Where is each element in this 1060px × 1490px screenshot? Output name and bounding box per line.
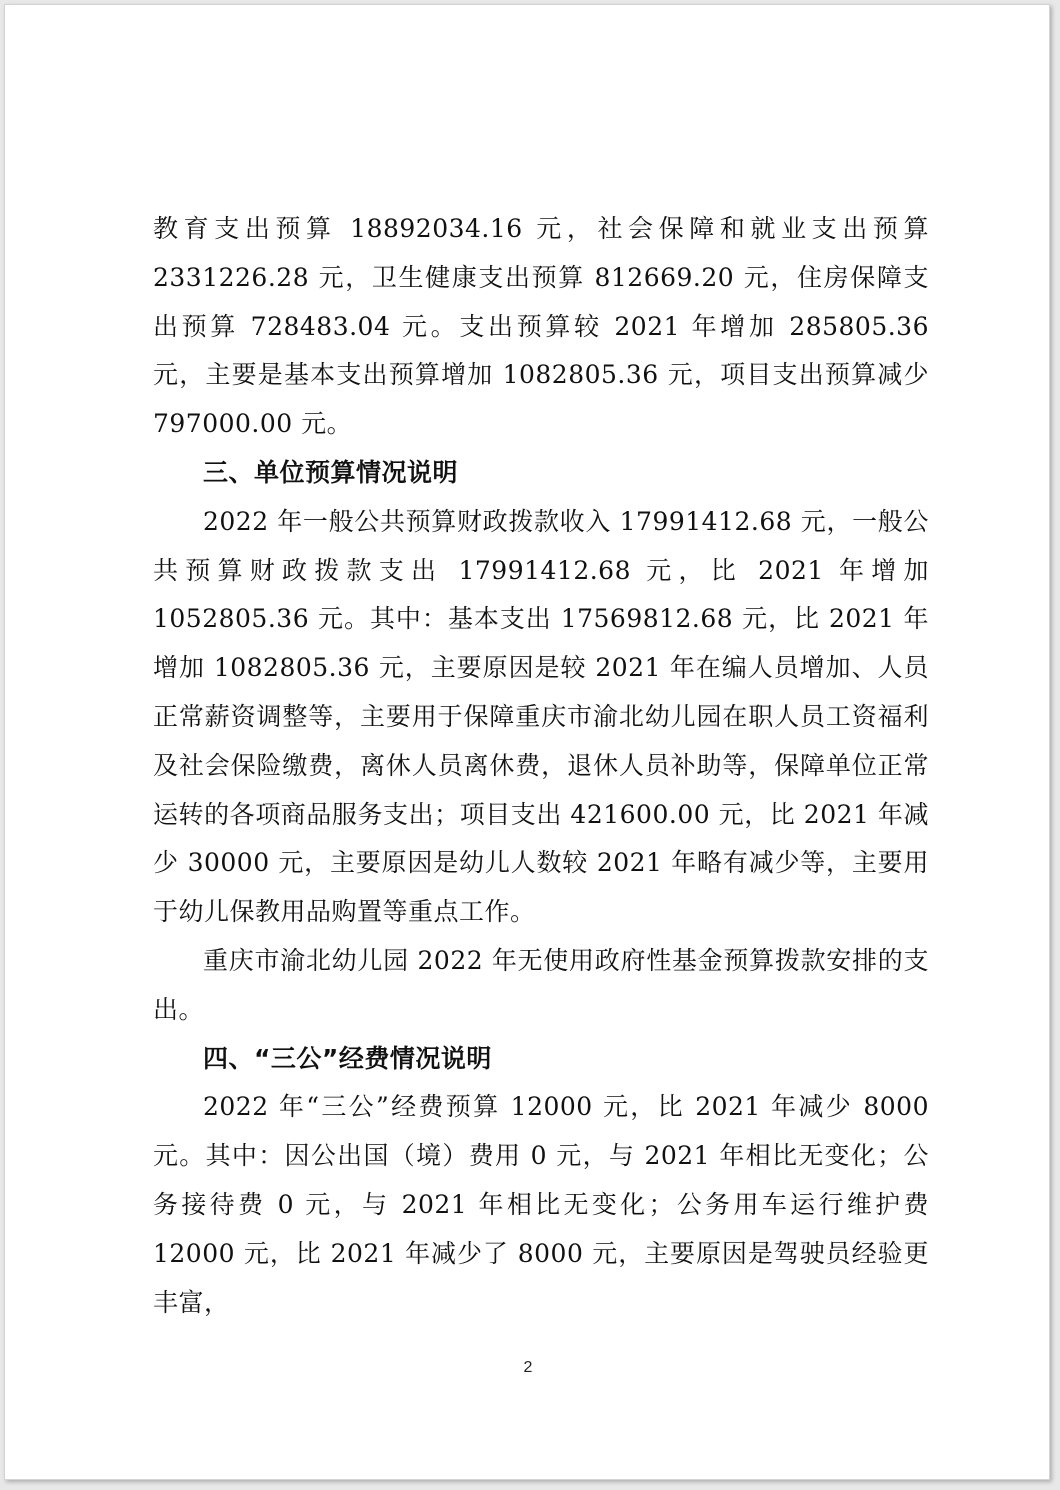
document-body (153, 205, 955, 1327)
paragraph-general-public-budget: 2022 年一般公共预算财政拨款收入 17991412.68 元，一般公共预算财政拨款支出 17991412.68 元，比 2021 年增加 1052805.36 元。其中：基本支出 17569812.68 元，比 2021 年增加 1082805.36 元，主要原因是较 2021 年在编人员增加、人员正常薪资调整等，主要用于保障重庆市渝北幼儿园在职人员工资福利及社会保险缴费，离休人员离休费，退休人员补助等，保障单位正常运转的各项商品服务支出；项目支出 421600.00 元，比 2021 年减少 30000 元，主要原因是幼儿人数较 2021 年略有减少等，主要用于幼儿保教用品购置等重点工作。 (153, 506, 929, 927)
paragraph-three-public-expenses: 2022 年“三公”经费预算 12000 元，比 2021 年减少 8000 元。其中：因公出国（境）费用 0 元，与 2021 年相比无变化；公务接待费 0 元，与 2021 年相比无变化；公务用车运行维护费 12000 元，比 2021 年减少了 8000 元，主要原因是驾驶员经验更丰富， (153, 1092, 955, 1317)
section-heading-three-public-expenses: 四、“三公”经费情况说明 (203, 1043, 492, 1073)
paragraph-government-fund-budget: 重庆市渝北幼儿园 2022 年无使用政府性基金预算拨款安排的支出。 (153, 945, 929, 1024)
document-page (4, 4, 1050, 1480)
section-heading-unit-budget: 三、单位预算情况说明 (203, 457, 459, 487)
page-number: 2 (523, 1359, 533, 1376)
paragraph-expenditure-summary: 教育支出预算 18892034.16 元，社会保障和就业支出预算 2331226.28 元，卫生健康支出预算 812669.20 元，住房保障支出预算 728483.04 元。支出预算较 2021 年增加 285805.36 元，主要是基本支出预算增加 1082805.36 元，项目支出预算减少 797000.00 元。 (153, 214, 929, 439)
